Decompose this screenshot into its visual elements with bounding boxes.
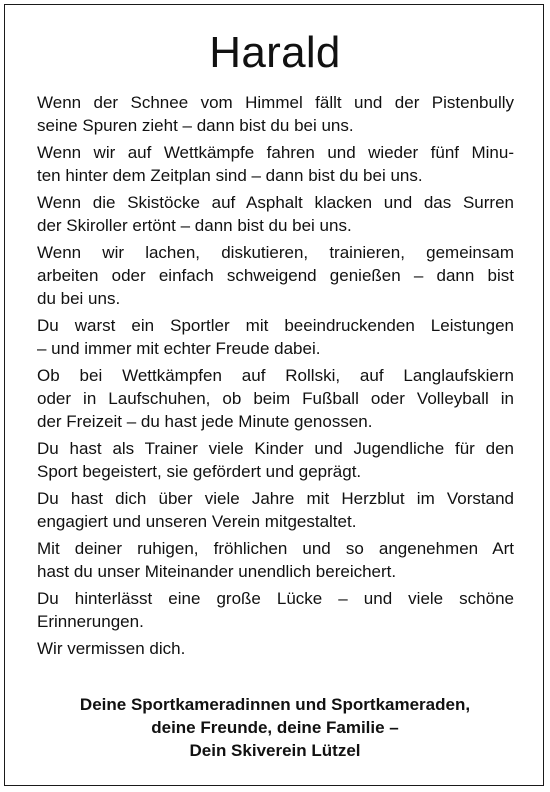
text-line: Ob bei Wettkämpfen auf Rollski, auf Langlaufskiern <box>37 366 514 385</box>
text-line: arbeiten oder einfach schweigend genießen – dann bist <box>37 266 514 285</box>
paragraph <box>37 487 514 533</box>
text-line: der Freizeit – du hast jede Minute genossen. <box>37 412 373 431</box>
paragraph <box>37 637 514 660</box>
paragraph <box>37 241 514 310</box>
text-line: Wenn der Schnee vom Himmel fällt und der Pistenbully <box>37 93 514 112</box>
text-line: oder in Laufschuhen, ob beim Fußball oder Volleyball in <box>37 389 514 408</box>
text-line: Du hinterlässt eine große Lücke – und viele schöne <box>37 589 514 608</box>
text-line: hast du unser Miteinander unendlich bereichert. <box>37 562 397 581</box>
text-line: Du hast dich über viele Jahre mit Herzblut im Vorstand <box>37 489 514 508</box>
text-line: ten hinter dem Zeitplan sind – dann bist du bei uns. <box>37 166 423 185</box>
paragraph <box>37 537 514 583</box>
text-line: du bei uns. <box>37 289 121 308</box>
text-line: Du hast als Trainer viele Kinder und Jugendliche für den <box>37 439 514 458</box>
notice-body <box>37 91 514 664</box>
notice-title: Harald <box>209 28 341 77</box>
paragraph <box>37 364 514 433</box>
paragraph <box>37 91 514 137</box>
text-line: der Skiroller ertönt – dann bist du bei uns. <box>37 216 352 235</box>
text-line: Du warst ein Sportler mit beeindruckenden Leistungen <box>37 316 514 335</box>
signature-line: deine Freunde, deine Familie – <box>151 718 399 737</box>
signature-line: Dein Skiverein Lützel <box>189 741 361 760</box>
text-line: Wenn wir auf Wettkämpfe fahren und wieder fünf Minu- <box>37 143 514 162</box>
paragraph <box>37 437 514 483</box>
text-line: engagiert und unseren Verein mitgestaltet. <box>37 512 357 531</box>
text-line: Wenn wir lachen, diskutieren, trainieren, gemeinsam <box>37 243 514 262</box>
paragraph <box>37 191 514 237</box>
text-line: Sport begeistert, sie gefördert und geprägt. <box>37 462 362 481</box>
text-line: – und immer mit echter Freude dabei. <box>37 339 321 358</box>
paragraph <box>37 587 514 633</box>
paragraph <box>37 141 514 187</box>
text-line: Wenn die Skistöcke auf Asphalt klacken und das Surren <box>37 193 514 212</box>
paragraph <box>37 314 514 360</box>
signature-line: Deine Sportkameradinnen und Sportkameraden, <box>79 695 471 714</box>
text-line: Wir vermissen dich. <box>37 639 186 658</box>
text-line: seine Spuren zieht – dann bist du bei uns. <box>37 116 354 135</box>
signature-block <box>0 693 550 762</box>
text-line: Mit deiner ruhigen, fröhlichen und so angenehmen Art <box>37 539 514 558</box>
text-line: Erinnerungen. <box>37 612 144 631</box>
